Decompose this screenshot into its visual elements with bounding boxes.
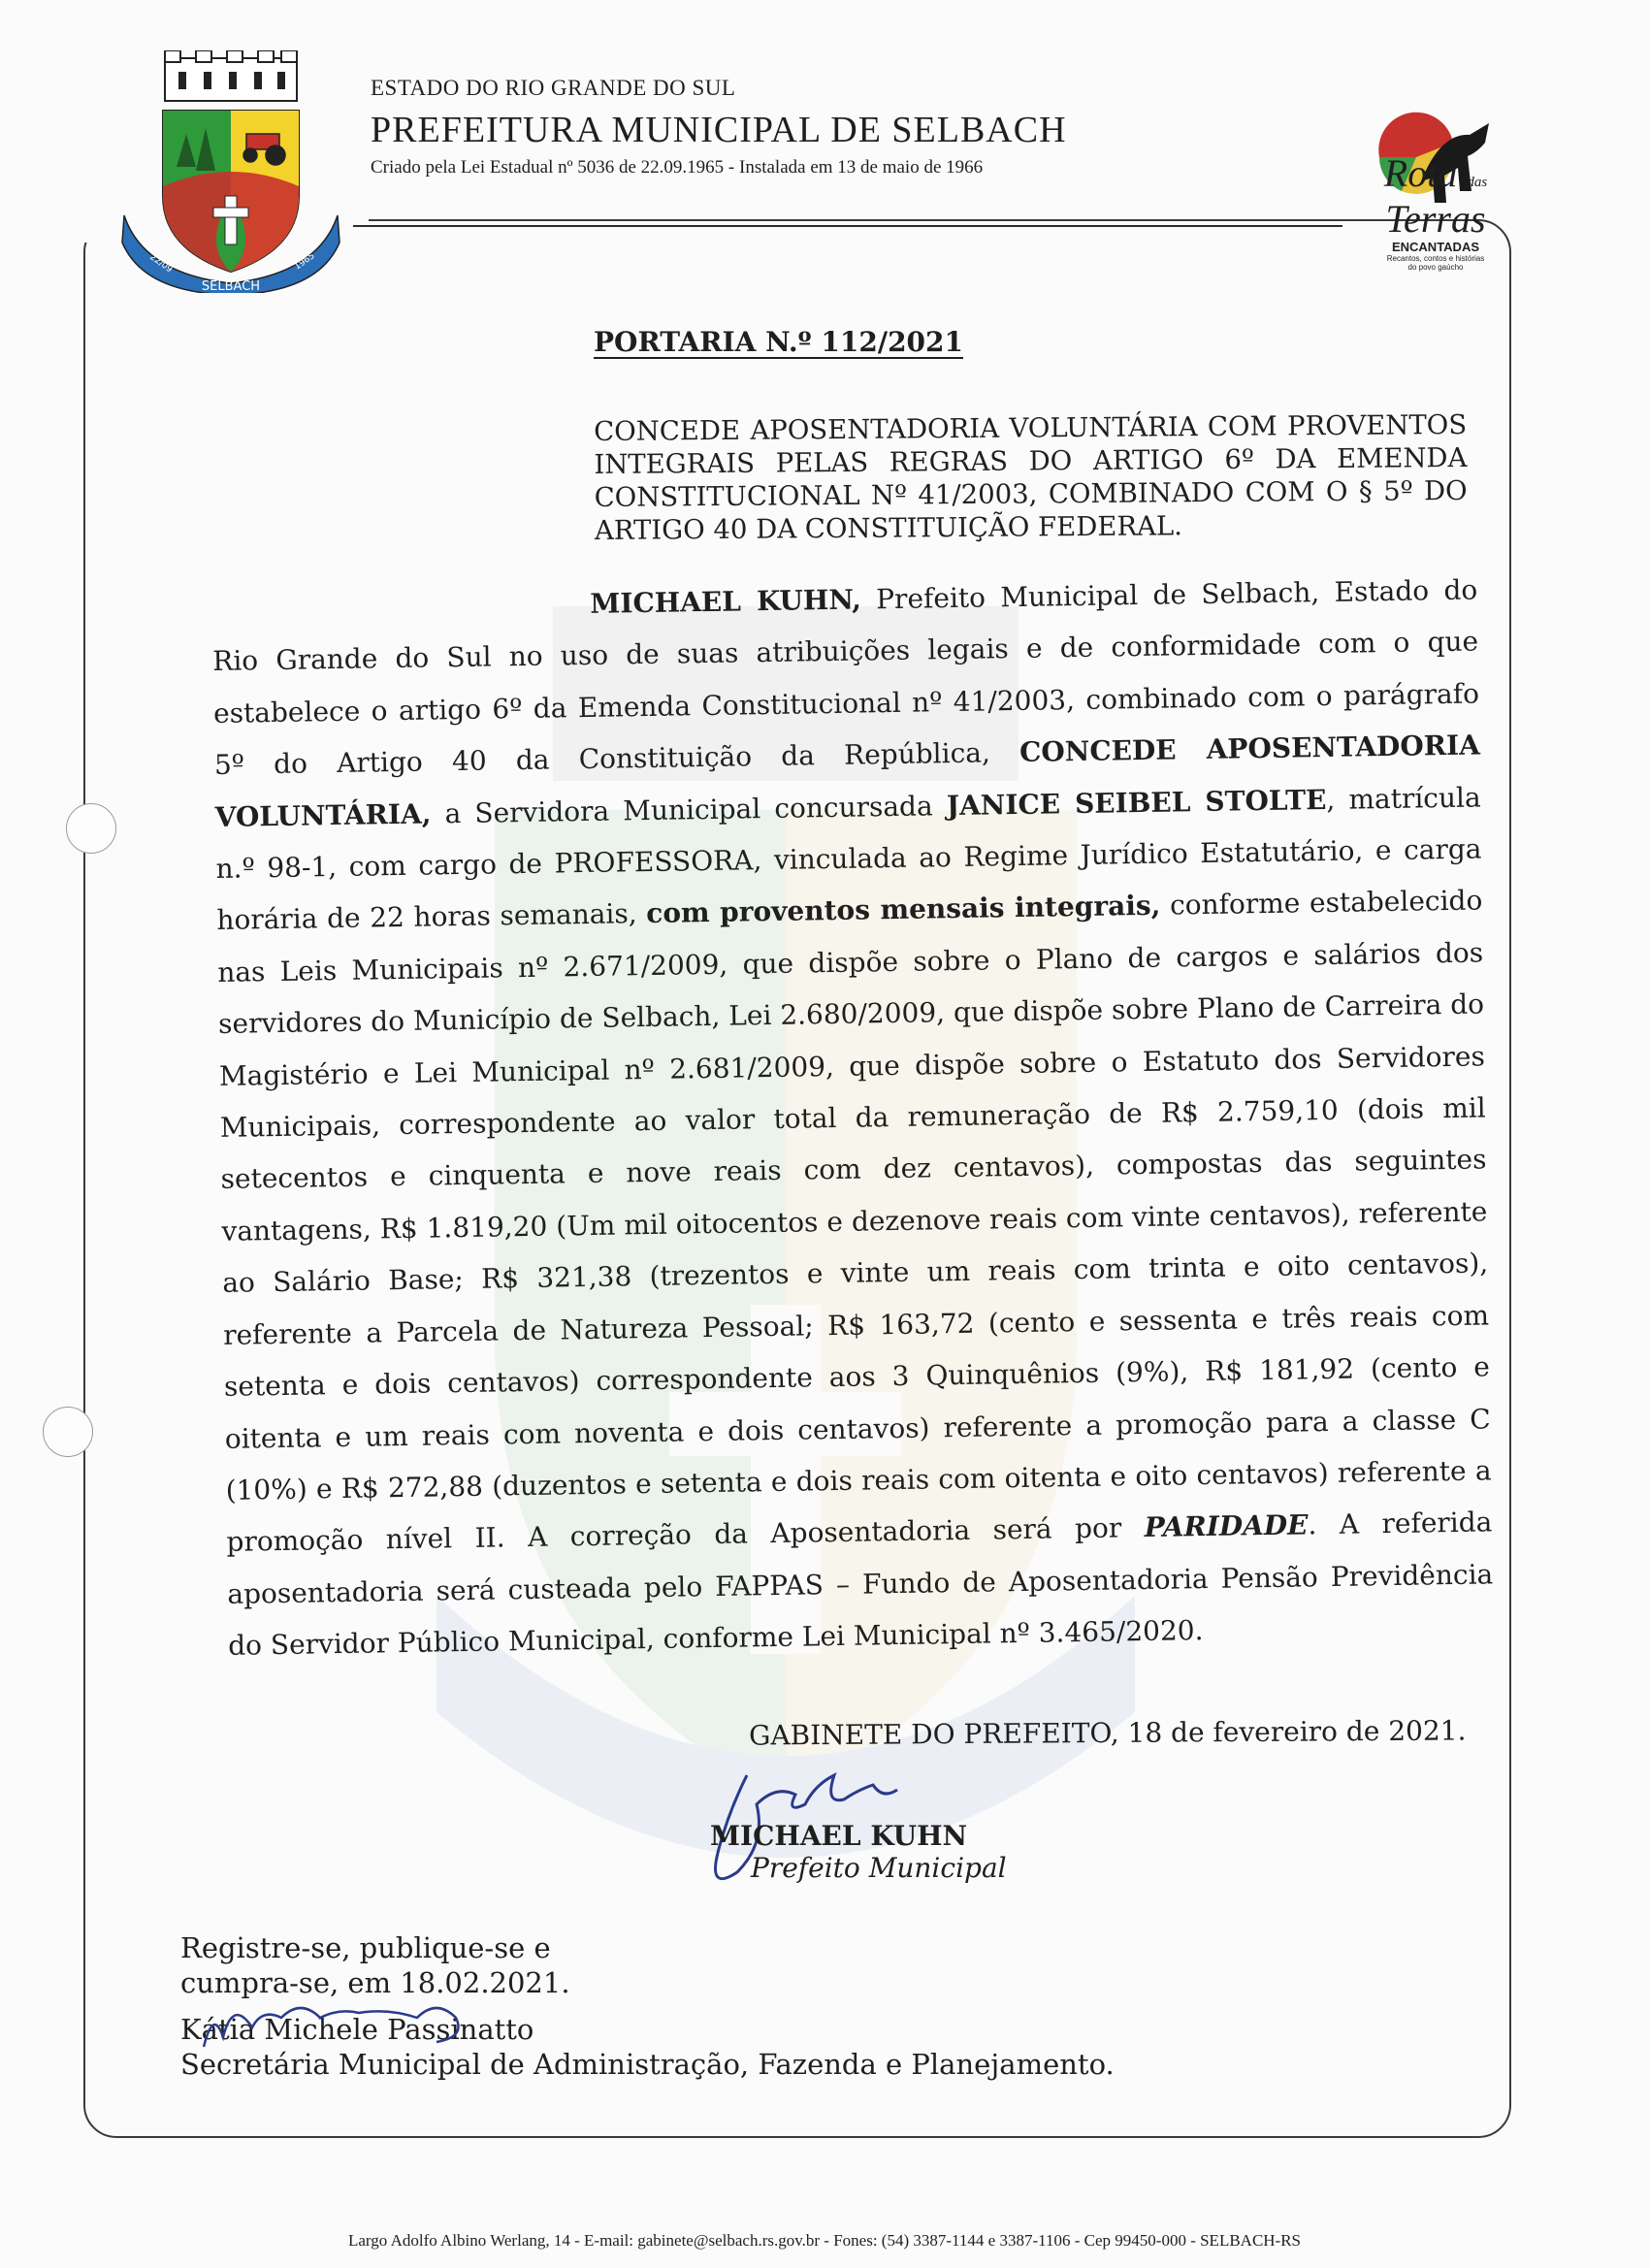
- creation-note: Criado pela Lei Estadual nº 5036 de 22.09.1965 - Instalada em 13 de maio de 1966: [371, 157, 984, 178]
- punch-hole-top: [66, 803, 116, 854]
- document-title: PORTARIA N.º 112/2021: [594, 326, 963, 358]
- rota-word-2: Terras: [1385, 197, 1486, 241]
- body-bold-4: com proventos mensais integrais,: [646, 890, 1161, 930]
- crest-date-right: 1965: [292, 251, 317, 273]
- rota-sub-2: do povo gaúcho: [1407, 263, 1464, 272]
- city-hall-name: PREFEITURA MUNICIPAL DE SELBACH: [371, 110, 1067, 150]
- rota-wordmark: [1358, 151, 1513, 272]
- rota-word-1: Rota: [1383, 151, 1458, 195]
- secretary-role: Secretária Municipal de Administração, Fazenda e Planejamento.: [180, 2048, 1115, 2081]
- secretary-signature: [194, 1989, 485, 2057]
- register-line-2: cumpra-se, em 18.02.2021.: [180, 1966, 570, 1999]
- body-text-5: . A referida aposentadoria será custeada pelo FAPPAS – Fundo de Aposentadoria Pensão Previdência do Servidor Público Municipal, conforme Lei Municipal nº 3.465/2020.: [227, 1506, 1494, 1662]
- summary-ementa: CONCEDE APOSENTADORIA VOLUNTÁRIA COM PROVENTOS INTEGRAIS PELAS REGRAS DO ARTIGO 6º DA EMENDA CONSTITUCIONAL Nº 41/2003, COMBINADO COM O § 5º DO ARTIGO 40 DA CONSTITUIÇÃO FEDERAL.: [594, 408, 1468, 546]
- secretary-name: Kátia Michele Passinatto: [180, 2013, 534, 2046]
- state-name: ESTADO DO RIO GRANDE DO SUL: [371, 76, 736, 100]
- body-text-4: conforme estabelecido nas Leis Municipais nº 2.671/2009, que dispõe sobre o Plano de cargos e salários dos servidores do Município de Selbach, Lei 2.680/2009, que dispõe sobre Plano de Carreira do Magistério e Lei Municipal nº 2.681/2009, que dispõe sobre o Estatuto dos Servidores Municipais, correspondente ao valor total da remuneração de R$ 2.759,10 (dois mil setecentos e cinquenta e nove reais com dez centavos), compostas das seguintes vantagens, R$ 1.819,20 (Um mil oitocentos e dezenove reais com vinte centavos), referente ao Salário Base; R$ 321,38 (trezentos e vinte um reais com trinta e oito centavos), referente a Parcela de Natureza Pessoal; R$ 163,72 (cento e sessenta e três reais com setenta e dois centavos) correspondente aos 3 Quinquênios (9%), R$ 181,92 (cento e oitenta e um reais com noventa e dois centavos) referente a promoção para a classe C (10%) e R$ 272,88 (duzentos e setenta e dois reais com oitenta e oito centavos) referente a promoção nível II. A correção da Aposentadoria será por: [217, 884, 1492, 1559]
- register-line-1: Registre-se, publique-se e: [180, 1931, 551, 1964]
- crest-date-left: 22/09: [147, 252, 175, 275]
- body-bold-5: PARIDADE: [1144, 1508, 1309, 1544]
- header-rule: [353, 225, 1342, 227]
- body-text-2: a Servidora Municipal concursada: [431, 789, 948, 830]
- punch-hole-bottom: [43, 1407, 93, 1457]
- body-bold-1: MICHAEL KUHN,: [590, 583, 862, 620]
- rota-sub-1: Recantos, contos e histórias: [1386, 254, 1485, 263]
- mayor-signature-block: [710, 1820, 1007, 1884]
- crest-banner: SELBACH: [201, 279, 261, 293]
- municipal-crest: [114, 50, 347, 293]
- rota-encantadas: ENCANTADAS: [1391, 240, 1480, 254]
- body-bold-3: JANICE SEIBEL STOLTE: [946, 783, 1327, 822]
- body-bold-2: CONCEDE APOSENTADORIA VOLUNTÁRIA,: [214, 729, 1481, 833]
- main-text: [211, 565, 1494, 1672]
- rota-das: das: [1467, 175, 1488, 190]
- body-text-3: , matrícula n.º 98-1, com cargo de PROFESSORA, vinculada ao Regime Jurídico Estatutário, e carga horária de 22 horas semanais,: [215, 781, 1482, 937]
- mayor-name: MICHAEL KUHN: [710, 1820, 968, 1852]
- letterhead: [371, 76, 1067, 178]
- signature-date: GABINETE DO PREFEITO, 18 de fevereiro de 2021.: [748, 1714, 1467, 1752]
- mayor-role: Prefeito Municipal: [751, 1852, 1007, 1884]
- footer-address: Largo Adolfo Albino Werlang, 14 - E-mail: gabinete@selbach.rs.gov.br - Fones: (54) 3387-1144 e 3387-1106 - Cep 99450-000 - SELBACH-RS: [347, 2231, 1302, 2250]
- body-text-1: Prefeito Municipal de Selbach, Estado do Rio Grande do Sul no uso de suas atribuições legais e de conformidade com o que estabelece o artigo 6º da Emenda Constitucional nº 41/2003, combinado com o parágrafo 5º do Artigo 40 da Constituição da República,: [211, 573, 1480, 782]
